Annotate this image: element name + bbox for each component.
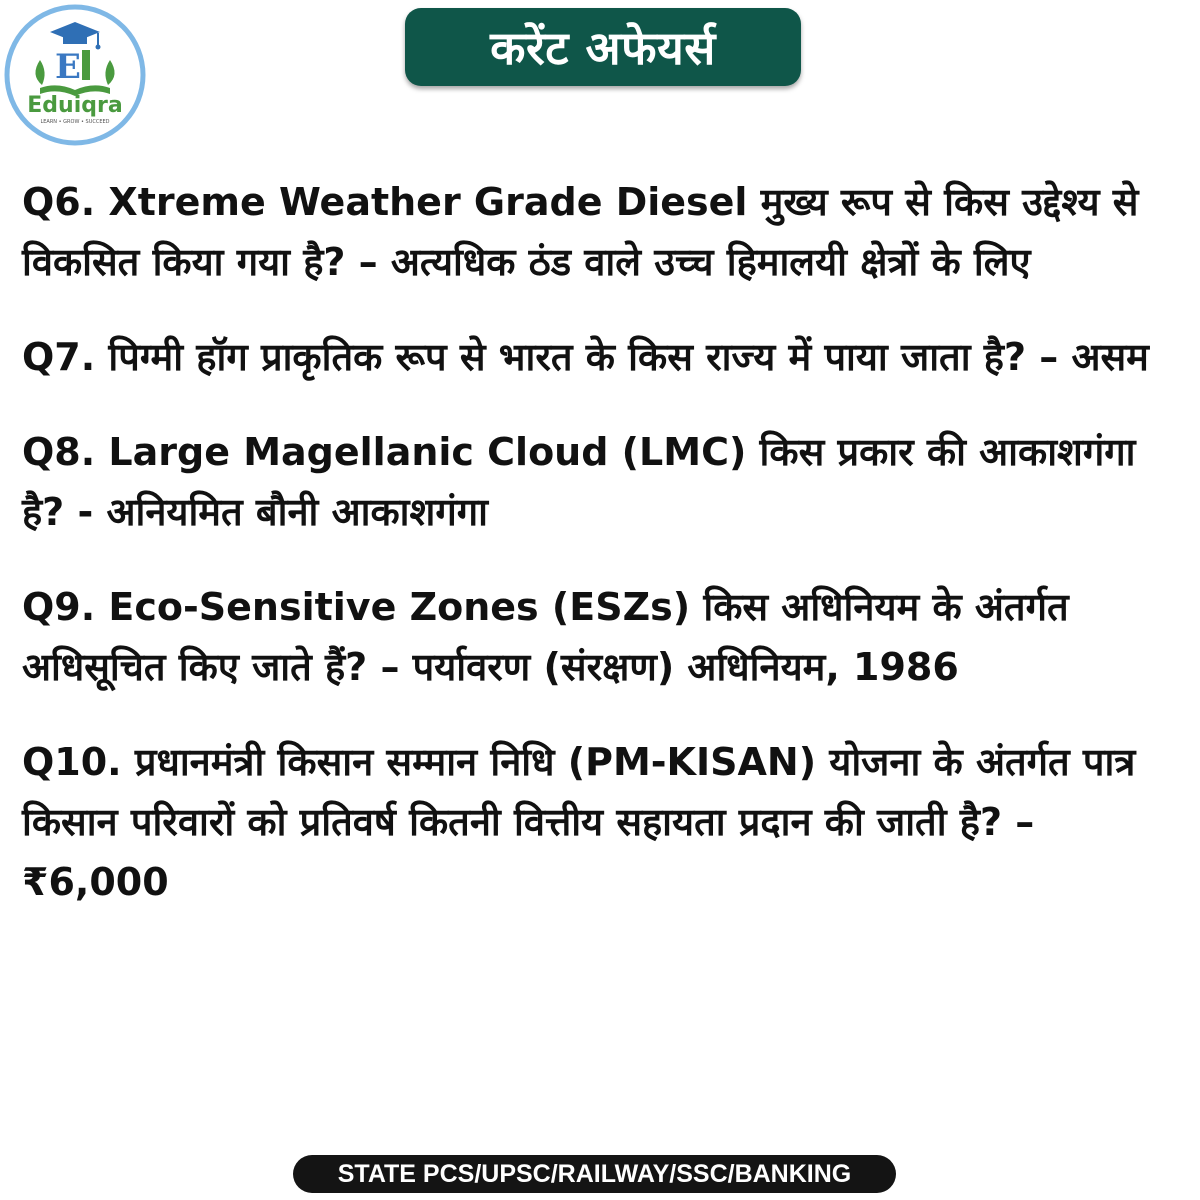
exam-category-badge xyxy=(293,1155,896,1193)
logo-tagline-text: LEARN • GROW • SUCCEED xyxy=(40,119,110,125)
title-banner xyxy=(405,8,801,86)
logo-brand-text: Eduiqra xyxy=(27,93,123,118)
question-q6: Q6. Xtreme Weather Grade Diesel मुख्य रूप से किस उद्देश्य से विकसित किया गया है? – अत्यधिक ठंड वाले उच्च हिमालयी क्षेत्रों के लिए xyxy=(22,180,1139,284)
question-q7: Q7. पिग्मी हॉग प्राकृतिक रूप से भारत के किस राज्य में पाया जाता है? – असम xyxy=(22,335,1149,379)
question-q10: Q10. प्रधानमंत्री किसान सम्मान निधि (PM-KISAN) योजना के अंतर्गत पात्र किसान परिवारों को प्रतिवर्ष कितनी वित्तीय सहायता प्रदान की जाती है? – ₹6,000 xyxy=(22,740,1136,904)
logo-emblem-icon xyxy=(0,0,150,150)
logo-monogram-i xyxy=(82,50,90,80)
eduiqra-logo xyxy=(0,0,150,150)
questions-list xyxy=(22,172,1187,912)
question-q9: Q9. Eco-Sensitive Zones (ESZs) किस अधिनियम के अंतर्गत अधिसूचित किए जाते हैं? – पर्यावरण (संरक्षण) अधिनियम, 1986 xyxy=(22,585,1069,689)
exam-category-label: STATE PCS/UPSC/RAILWAY/SSC/BANKING xyxy=(337,1159,852,1188)
question-q8: Q8. Large Magellanic Cloud (LMC) किस प्रकार की आकाशगंगा है? - अनियमित बौनी आकाशगंगा xyxy=(22,430,1136,534)
page-title: करेंट अफेयर्स xyxy=(490,21,716,75)
logo-monogram-e: E xyxy=(55,47,81,87)
